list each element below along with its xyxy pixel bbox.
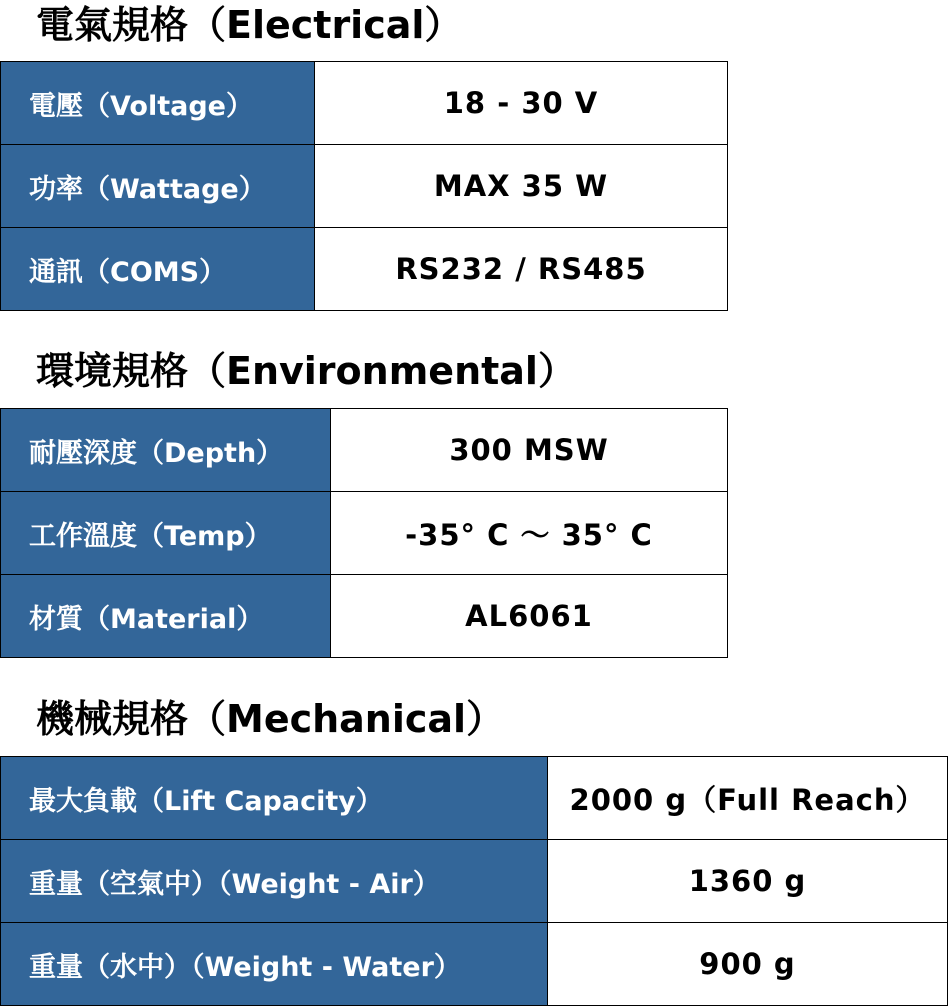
- table-row: [1, 62, 728, 145]
- table-row: [1, 840, 948, 923]
- spec-label-depth: 耐壓深度（Depth）: [1, 409, 331, 492]
- spec-value-coms: RS232 / RS485: [315, 228, 728, 311]
- section-title-environmental: 環境規格（Environmental）: [36, 349, 576, 393]
- spec-value-weight-water: 900 g: [548, 923, 948, 1006]
- table-row: [1, 757, 948, 840]
- section-title-mechanical: 機械規格（Mechanical）: [36, 697, 505, 741]
- spec-label-weight-air: 重量（空氣中）（Weight - Air）: [1, 840, 548, 923]
- environmental-spec-table: [0, 408, 728, 658]
- spec-value-wattage: MAX 35 W: [315, 145, 728, 228]
- table-row: [1, 145, 728, 228]
- table-row: [1, 923, 948, 1006]
- spec-label-temp: 工作溫度（Temp）: [1, 492, 331, 575]
- mechanical-spec-table: [0, 756, 948, 1006]
- table-row: [1, 228, 728, 311]
- spec-label-coms: 通訊（COMS）: [1, 228, 315, 311]
- spec-label-wattage: 功率（Wattage）: [1, 145, 315, 228]
- spec-value-voltage: 18 - 30 V: [315, 62, 728, 145]
- spec-value-lift-capacity: 2000 g（Full Reach）: [548, 757, 948, 840]
- spec-value-weight-air: 1360 g: [548, 840, 948, 923]
- spec-value-material: AL6061: [331, 575, 728, 658]
- spec-label-material: 材質（Material）: [1, 575, 331, 658]
- spec-value-temp: -35° C ～ 35° C: [331, 492, 728, 575]
- electrical-spec-table: [0, 61, 728, 311]
- spec-value-depth: 300 MSW: [331, 409, 728, 492]
- spec-label-voltage: 電壓（Voltage）: [1, 62, 315, 145]
- spec-label-weight-water: 重量（水中）（Weight - Water）: [1, 923, 548, 1006]
- table-row: [1, 492, 728, 575]
- table-row: [1, 575, 728, 658]
- table-row: [1, 409, 728, 492]
- spec-label-lift-capacity: 最大負載（Lift Capacity）: [1, 757, 548, 840]
- section-title-electrical: 電氣規格（Electrical）: [36, 3, 463, 47]
